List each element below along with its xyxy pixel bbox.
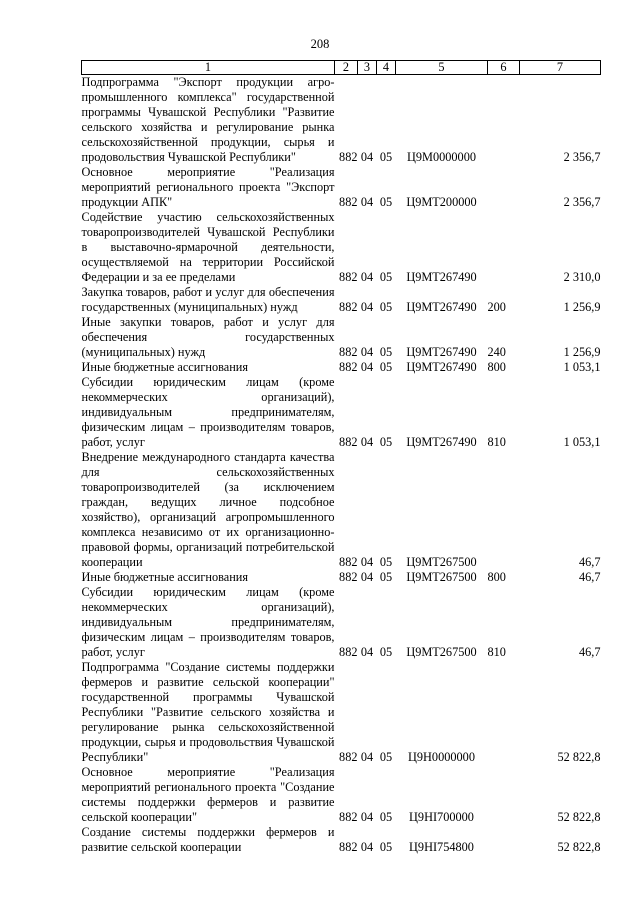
col-header-6: 6: [488, 61, 520, 75]
row-ministry: 882: [339, 435, 358, 449]
table-row: [82, 165, 601, 210]
row-subsection: 05: [379, 360, 393, 374]
row-name: Основное мероприятие "Реализация мероприятий регионального проекта "Экспорт продукции АПК": [81, 165, 335, 209]
row-ministry: 882: [339, 270, 358, 284]
col-header-5: 5: [396, 61, 488, 75]
row-name: Иные бюджетные ассигнования: [81, 360, 249, 374]
row-amount: 46,7: [578, 645, 601, 659]
col-header-3: 3: [358, 61, 377, 75]
row-ministry: 882: [339, 150, 358, 164]
row-section: 04: [360, 435, 374, 449]
row-name: Содействие участию сельскохозяйственных товаропроизводителей Чувашской Республики в выставочно-ярмарочной деятельности, осуществляемой на территории Российской Федерации и за ее пределами: [81, 210, 335, 284]
row-subsection: 05: [379, 195, 393, 209]
table-row: [82, 315, 601, 360]
row-amount: 2 310,0: [563, 270, 601, 284]
row-target-code: Ц9МТ267490: [406, 270, 477, 284]
row-amount: 1 053,1: [563, 360, 601, 374]
table-row: [82, 585, 601, 660]
row-ministry: 882: [339, 195, 358, 209]
row-name: Субсидии юридическим лицам (кроме некоммерческих организаций), индивидуальным предпринимателям, физическим лицам – производителям товаров, работ, услуг: [81, 585, 335, 659]
row-amount: 46,7: [578, 555, 601, 569]
row-subsection: 05: [379, 570, 393, 584]
budget-table: [81, 60, 601, 855]
table-row: [82, 660, 601, 765]
row-subsection: 05: [379, 435, 393, 449]
col-header-1: 1: [82, 61, 335, 75]
row-target-code: Ц9Н0000000: [408, 750, 475, 764]
row-subsection: 05: [379, 555, 393, 569]
row-amount: 52 822,8: [557, 750, 601, 764]
row-name: Иные бюджетные ассигнования: [81, 570, 249, 584]
row-subsection: 05: [379, 270, 393, 284]
row-section: 04: [360, 555, 374, 569]
row-name: Основное мероприятие "Реализация мероприятий регионального проекта "Создание системы поддержки фермеров и развитие сельской кооперации": [81, 765, 335, 824]
row-expense-type: 800: [487, 570, 506, 584]
row-name: Закупка товаров, работ и услуг для обеспечения государственных (муниципальных) нужд: [81, 285, 335, 314]
table-row: [82, 570, 601, 585]
row-expense-type: [488, 765, 520, 825]
row-ministry: 882: [339, 750, 358, 764]
row-section: 04: [360, 840, 374, 854]
row-target-code: Ц9МТ267500: [406, 570, 477, 584]
row-subsection: 05: [379, 750, 393, 764]
table-row: [82, 210, 601, 285]
row-target-code: Ц9МТ267490: [406, 300, 477, 314]
row-expense-type: 810: [487, 645, 506, 659]
row-expense-type: [488, 825, 520, 855]
row-subsection: 05: [379, 345, 393, 359]
table-row: [82, 375, 601, 450]
row-amount: 2 356,7: [563, 195, 601, 209]
row-subsection: 05: [379, 810, 393, 824]
row-name: Создание системы поддержки фермеров и развитие сельской кооперации: [81, 825, 335, 854]
row-subsection: 05: [379, 645, 393, 659]
row-name: Подпрограмма "Экспорт продукции агро-промышленного комплекса" государственной программы Чувашской Республики "Развитие сельского хозяйства и регулирование рынка сельскохозяйственной продукции, сырья и продовольствия Чувашской Республики": [81, 75, 335, 164]
row-section: 04: [360, 300, 374, 314]
row-name: Подпрограмма "Создание системы поддержки фермеров и развитие сельской кооперации" государственной программы Чувашской Республики "Развитие сельского хозяйства и регулирование рынка сельскохозяйственной продукции, сырья и продовольствия Чувашской Республики": [81, 660, 335, 764]
row-target-code: Ц9МТ267490: [406, 435, 477, 449]
row-expense-type: [488, 660, 520, 765]
row-name: Иные закупки товаров, работ и услуг для обеспечения государственных (муниципальных) нужд: [81, 315, 335, 359]
row-section: 04: [360, 645, 374, 659]
row-name: Внедрение международного стандарта качества для сельскохозяйственных товаропроизводителей (за исключением граждан, ведущих личное подсобное хозяйство), организаций агропромышленного комплекса независимо от их организационно-правовой формы, организаций потребительской кооперации: [81, 450, 335, 569]
row-ministry: 882: [339, 810, 358, 824]
row-target-code: Ц9МТ200000: [406, 195, 477, 209]
row-target-code: Ц9МТ267490: [406, 345, 477, 359]
row-ministry: 882: [339, 555, 358, 569]
row-target-code: Ц9МТ267500: [406, 555, 477, 569]
row-expense-type: [488, 210, 520, 285]
row-target-code: Ц9М0000000: [406, 150, 476, 164]
table-row: [82, 450, 601, 570]
row-ministry: 882: [339, 840, 358, 854]
row-section: 04: [360, 750, 374, 764]
row-expense-type: 240: [487, 345, 506, 359]
row-expense-type: 810: [487, 435, 506, 449]
row-section: 04: [360, 360, 374, 374]
row-amount: 1 256,9: [563, 345, 601, 359]
row-ministry: 882: [339, 570, 358, 584]
row-amount: 1 053,1: [563, 435, 601, 449]
row-section: 04: [360, 195, 374, 209]
row-section: 04: [360, 270, 374, 284]
row-target-code: Ц9НI754800: [409, 840, 474, 854]
row-expense-type: [488, 165, 520, 210]
row-ministry: 882: [339, 360, 358, 374]
row-expense-type: [488, 450, 520, 570]
row-name: Субсидии юридическим лицам (кроме некоммерческих организаций), индивидуальным предпринимателям, физическим лицам – производителям товаров, работ, услуг: [81, 375, 335, 449]
row-subsection: 05: [379, 300, 393, 314]
row-subsection: 05: [379, 840, 393, 854]
header-row: [82, 61, 601, 75]
row-expense-type: 200: [487, 300, 506, 314]
row-target-code: Ц9НI700000: [409, 810, 474, 824]
row-expense-type: 800: [487, 360, 506, 374]
row-target-code: Ц9МТ267500: [406, 645, 477, 659]
row-ministry: 882: [339, 300, 358, 314]
row-section: 04: [360, 345, 374, 359]
row-amount: 2 356,7: [563, 150, 601, 164]
row-amount: 46,7: [578, 570, 601, 584]
row-amount: 52 822,8: [557, 810, 601, 824]
page-number: 208: [310, 37, 330, 51]
row-expense-type: [488, 75, 520, 166]
row-amount: 1 256,9: [563, 300, 601, 314]
table-row: [82, 285, 601, 315]
col-header-7: 7: [520, 61, 601, 75]
col-header-4: 4: [377, 61, 396, 75]
row-section: 04: [360, 150, 374, 164]
table-row: [82, 75, 601, 166]
table-row: [82, 360, 601, 375]
table-row: [82, 765, 601, 825]
row-target-code: Ц9МТ267490: [406, 360, 477, 374]
row-ministry: 882: [339, 645, 358, 659]
row-ministry: 882: [339, 345, 358, 359]
table-row: [82, 825, 601, 855]
row-section: 04: [360, 570, 374, 584]
row-subsection: 05: [379, 150, 393, 164]
row-amount: 52 822,8: [557, 840, 601, 854]
row-section: 04: [360, 810, 374, 824]
col-header-2: 2: [335, 61, 358, 75]
